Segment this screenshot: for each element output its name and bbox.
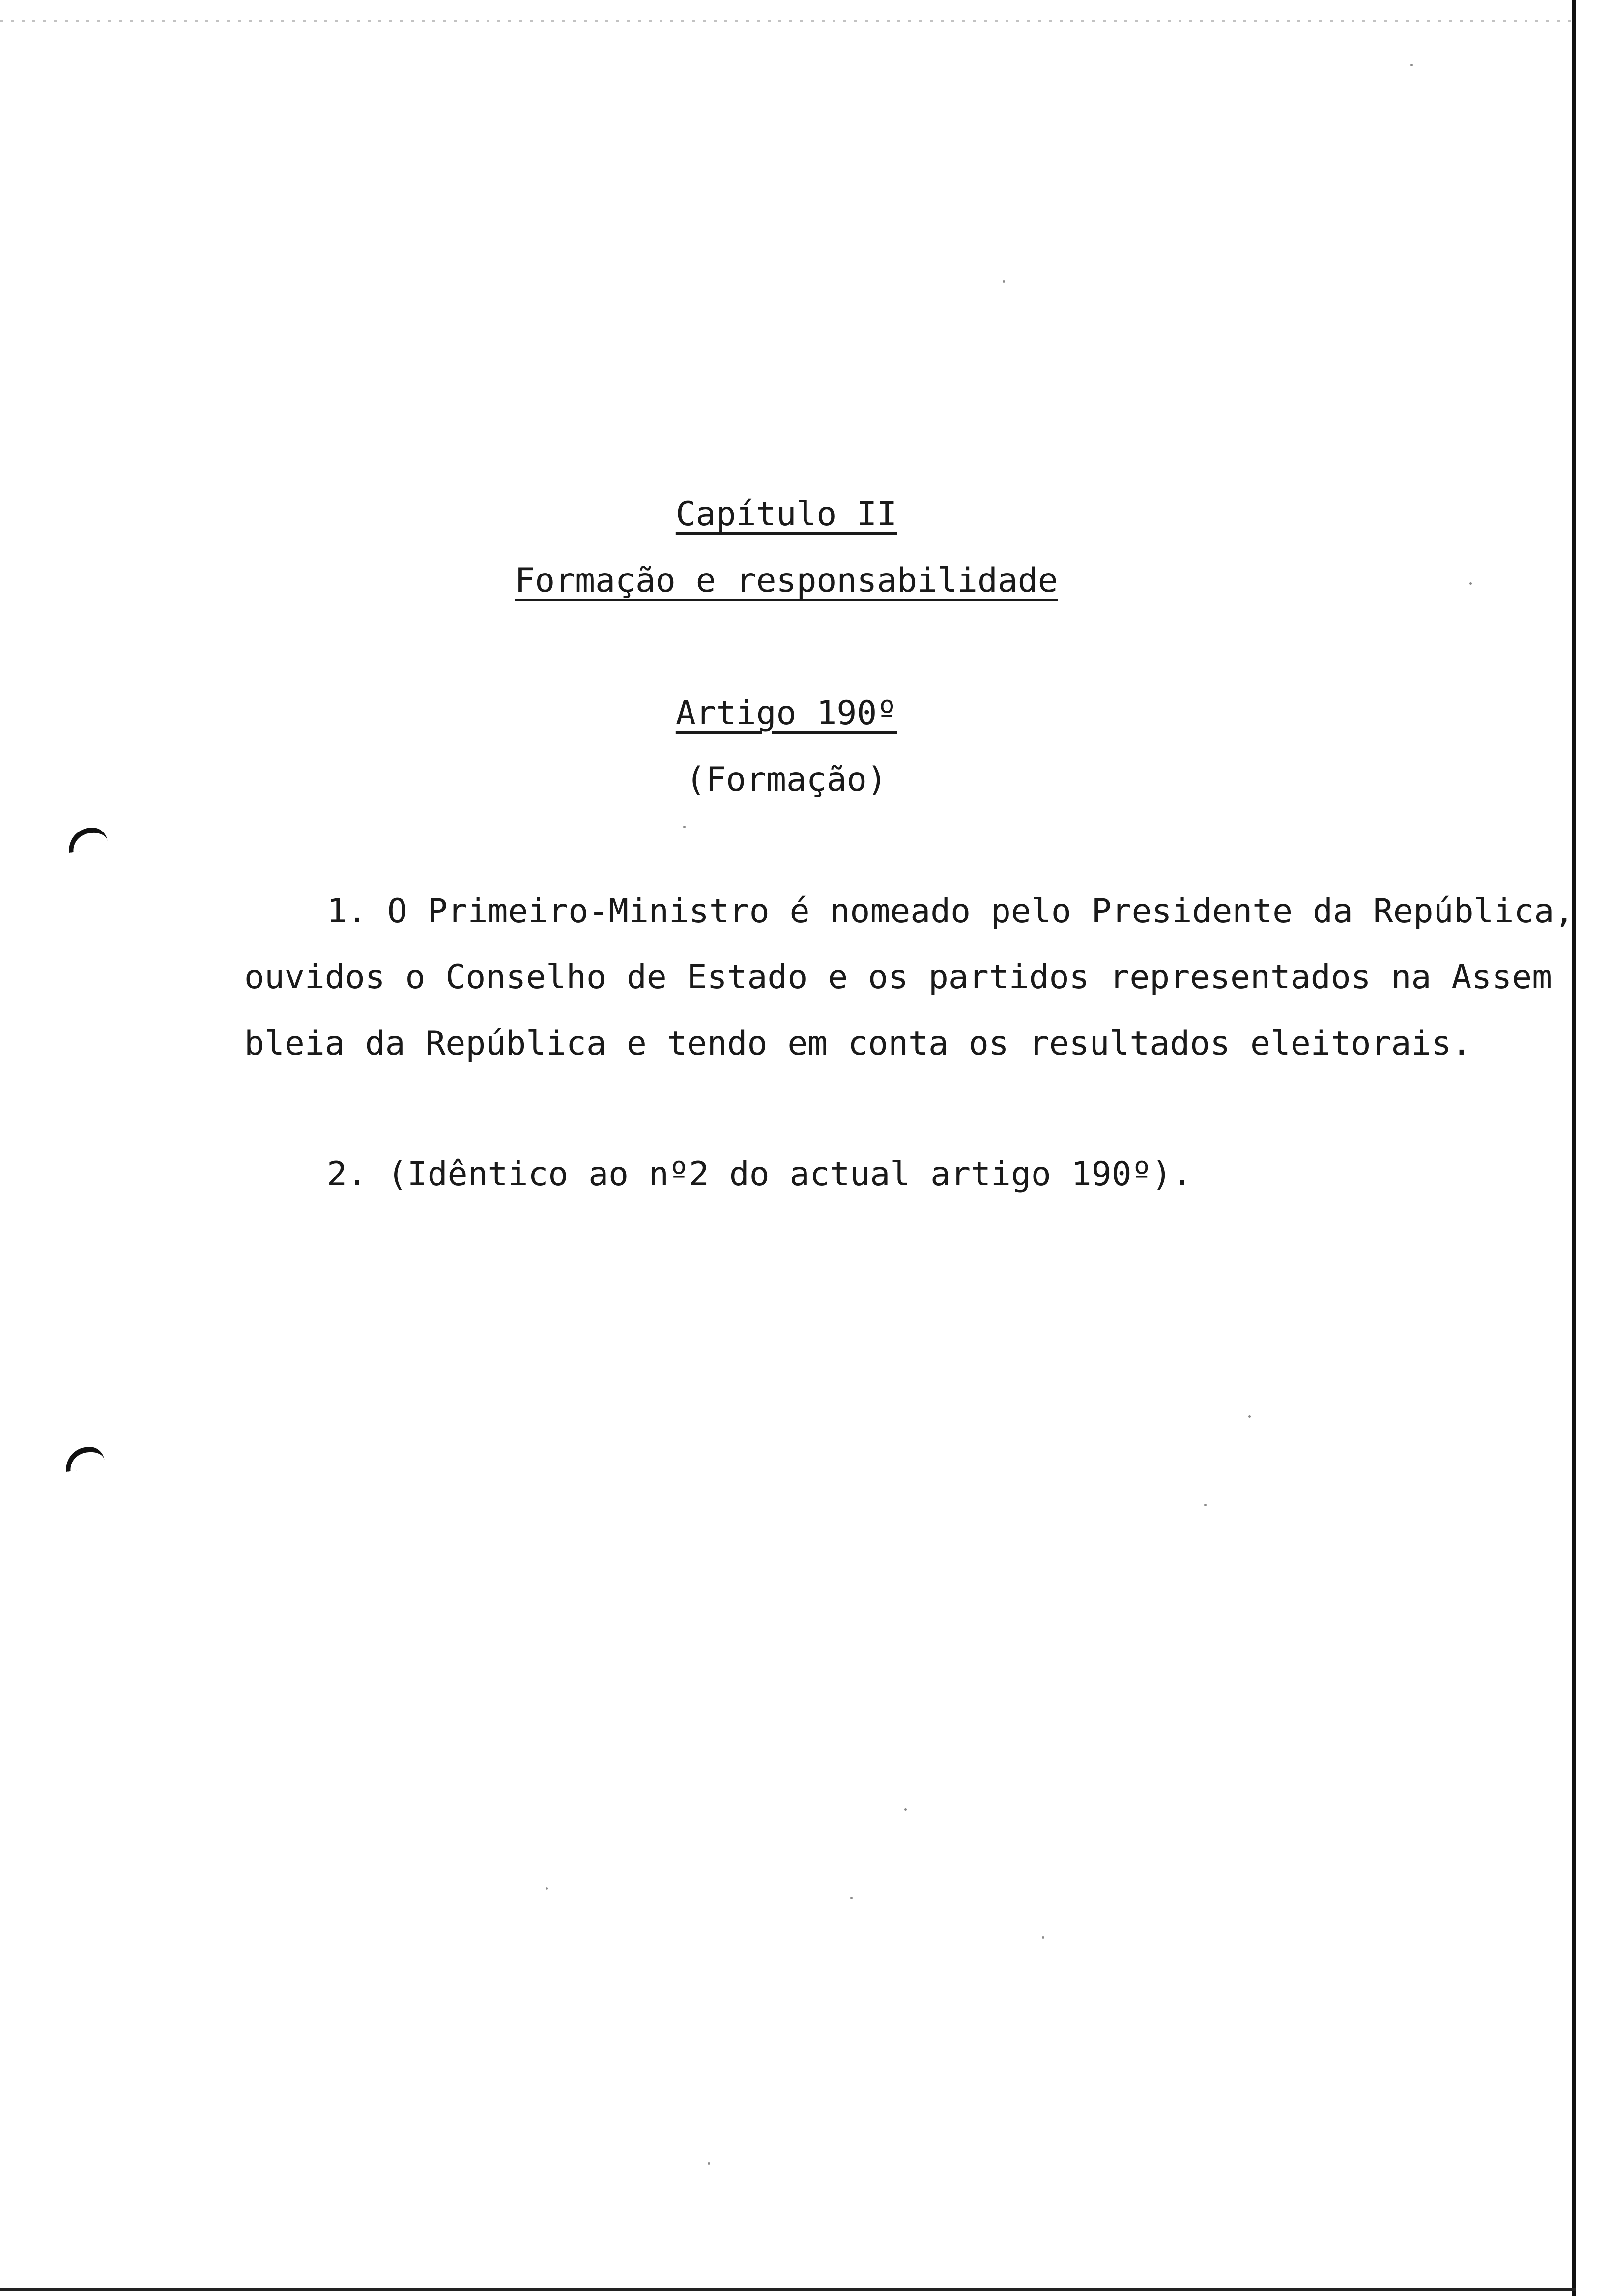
paragraph-1-line-2: ouvidos o Conselho de Estado e os partidos representados na Assem [244,958,1553,997]
paragraph-1-line-3: bleia da República e tendo em conta os resultados eleitorais. [244,1024,1472,1063]
scan-speck [1204,1504,1207,1506]
binder-hole-mark [67,826,108,853]
chapter-heading: Capítulo II [675,495,897,534]
scan-speck [1003,280,1005,283]
article-heading: Artigo 190º [675,694,897,733]
paragraph-1-line-1: 1. O Primeiro-Ministro é nomeado pelo Presidente da República, [327,892,1575,931]
binder-hole-mark [64,1445,105,1472]
scan-top-edge [0,20,1578,22]
chapter-title: Formação e responsabilidade [515,561,1058,600]
scan-speck [1042,1936,1044,1939]
scan-speck [850,1897,853,1899]
scan-speck [546,1887,548,1890]
scan-speck [708,2162,710,2165]
scan-speck [1410,64,1413,66]
paragraph-2-line-1: 2. (Idêntico ao nº2 do actual artigo 190º). [327,1155,1192,1194]
scan-bottom-edge [0,2288,1576,2291]
scan-speck [683,826,686,828]
scan-right-edge [1572,0,1576,2296]
article-subtitle: (Formação) [686,760,887,799]
scan-speck [1248,1415,1251,1418]
scan-speck [904,1808,907,1811]
